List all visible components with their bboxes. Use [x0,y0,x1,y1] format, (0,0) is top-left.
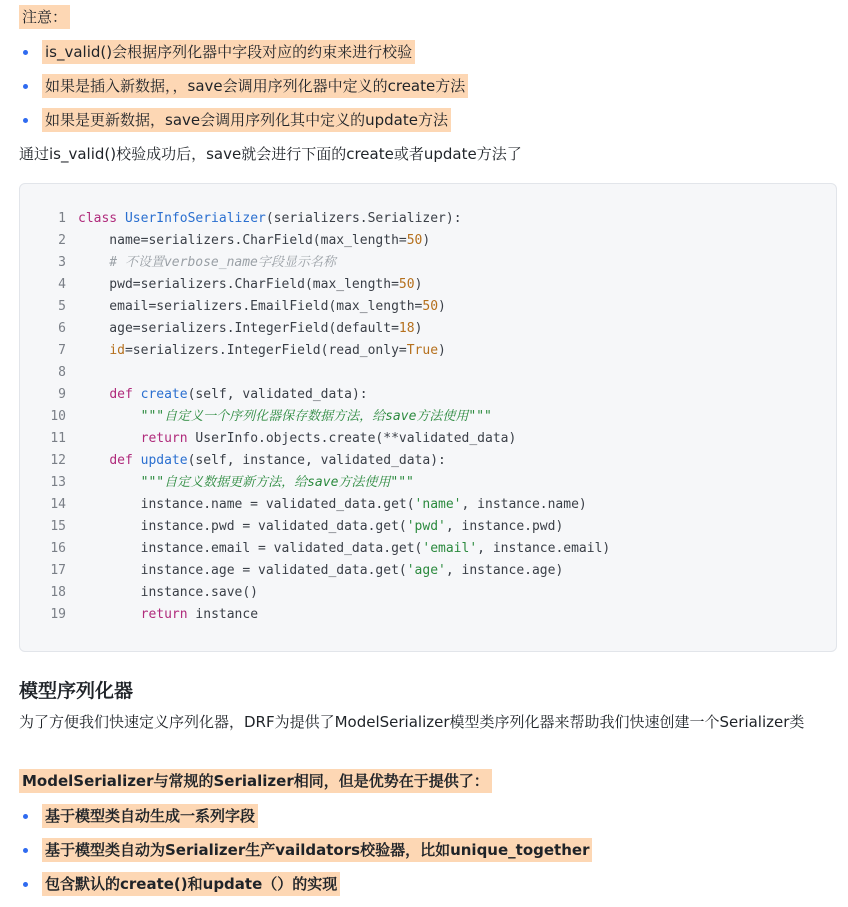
section-heading: 模型序列化器 [19,680,134,702]
note-label: 注意： [19,6,70,27]
list-item: 如果是插入新数据，，save会调用序列化器中定义的create方法 [20,75,468,97]
code-line: 18 instance.save() [50,585,259,600]
code-line: 13 """自定义数据更新方法，给save方法使用""" [50,475,414,490]
list-item: 包含默认的create()和update（）的实现 [20,873,592,895]
bullet-list-bottom [20,805,592,907]
code-line: 9 def create (self, validated_data): [58,387,368,402]
intro-paragraph: 通过is_valid()校验成功后，save就会进行下面的create或者update方法了 [19,145,522,163]
bullet-dot [23,882,28,887]
bullet-dot [23,118,28,123]
list-item: 如果是更新数据，save会调用序列化其中定义的update方法 [20,109,468,131]
code-line: 16 instance.email = validated_data.get( 'email' , instance.email) [50,541,611,556]
bold-statement: ModelSerializer与常规的Serializer相同，但是优势在于提供了： [19,768,829,794]
bullet-dot [23,814,28,819]
code-line: 17 instance.age = validated_data.get( 'age' , instance.age) [50,563,564,578]
code-block[interactable] [19,183,837,652]
bullet-dot [23,84,28,89]
bullet-dot [23,848,28,853]
list-item: is_valid()会根据序列化器中字段对应的约束来进行校验 [20,41,468,63]
code-line: 10 """自定义一个序列化器保存数据方法，给save方法使用""" [50,409,492,424]
code-line: 3 # 不设置verbose_name字段显示名称 [58,255,336,270]
code-line: 8 [58,365,66,380]
list-item: 基于模型类自动生成一系列字段 [20,805,592,827]
code-line: 15 instance.pwd = validated_data.get( 'pwd' , instance.pwd) [50,519,564,534]
code-line: 14 instance.name = validated_data.get( 'name' , instance.name) [50,497,587,512]
code-line: 11 return UserInfo.objects.create(**validated_data) [50,431,517,446]
code-line: 4 pwd=serializers.CharField(max_length= 50 ) [58,277,423,292]
section-paragraph: 为了方便我们快速定义序列化器，DRF为提供了ModelSerializer模型类序列化器来帮助我们快速创建一个Serializer类 [19,713,805,731]
code-line: 19 return instance [50,607,259,622]
code-line: 6 age=serializers.IntegerField(default= 18 ) [58,321,423,336]
bullet-list-top [20,41,468,143]
code-line: 5 email=serializers.EmailField(max_length= 50 ) [58,299,446,314]
list-item: 基于模型类自动为Serializer生产vaildators校验器，比如unique_together [20,839,592,861]
code-line: 7 id =serializers.IntegerField(read_only= True ) [58,343,446,358]
code-line: 1 class UserInfoSerializer (serializers.Serializer): [58,211,462,226]
code-line: 2 name=serializers.CharField(max_length= 50 ) [58,233,431,248]
code-line: 12 def update (self, instance, validated_data): [50,453,446,468]
bullet-dot [23,50,28,55]
